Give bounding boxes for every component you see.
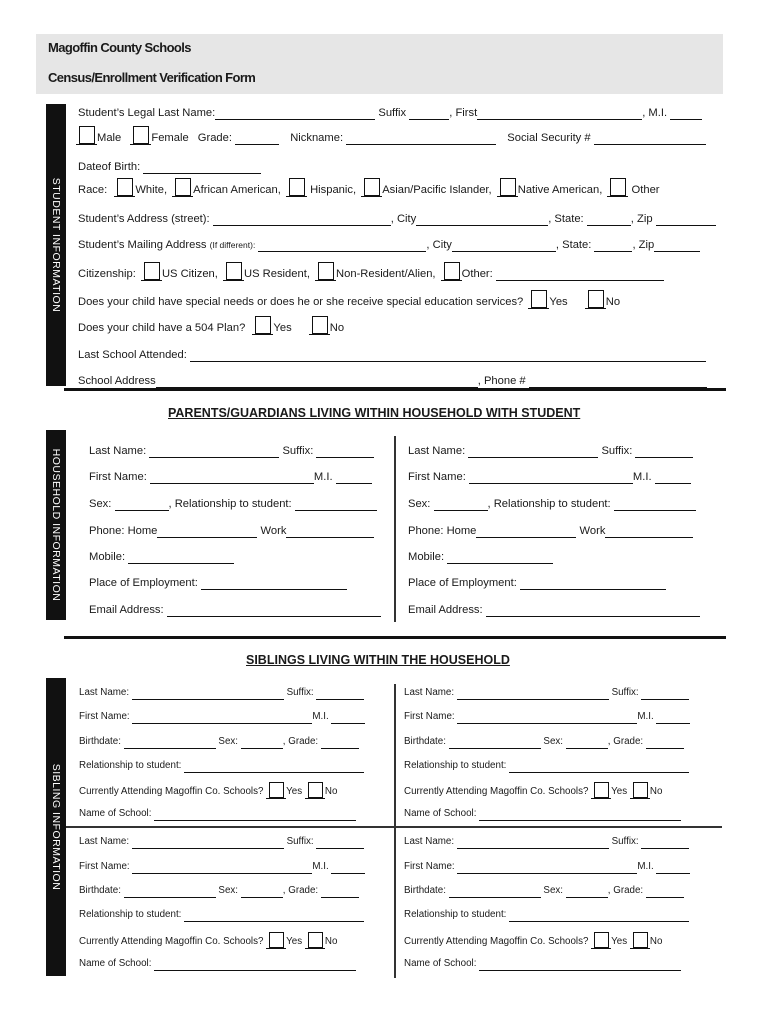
parent1-employment-field[interactable]: [201, 578, 347, 590]
special-needs-yes-checkbox[interactable]: [531, 290, 547, 308]
section-divider: [64, 636, 726, 639]
sibling2-suffix-field[interactable]: [641, 690, 689, 700]
parent1-last-name-row: Last Name: Suffix:: [89, 444, 374, 458]
sibling2-relationship-field[interactable]: [509, 763, 689, 773]
parent2-mobile-row: Mobile:: [408, 550, 553, 564]
parent1-home-phone-field[interactable]: [157, 526, 257, 538]
sibling1-sex-field[interactable]: [241, 739, 283, 749]
sibling1-grade-field[interactable]: [321, 739, 359, 749]
parent2-last-name-field[interactable]: [468, 446, 598, 458]
address-row: Student’s Address (street): , City , State: , Zip: [78, 212, 716, 226]
form-header: [36, 34, 723, 94]
state-field[interactable]: [587, 214, 631, 226]
non-resident-checkbox[interactable]: [318, 262, 334, 280]
parent1-sex-field[interactable]: [115, 499, 169, 511]
dob-field[interactable]: [143, 162, 261, 174]
asian-pacific-checkbox[interactable]: [364, 178, 380, 196]
parent1-email-field[interactable]: [167, 605, 381, 617]
mailing-city-field[interactable]: [452, 240, 556, 252]
parent2-mobile-field[interactable]: [447, 552, 553, 564]
sibling4-attending-no-checkbox[interactable]: [633, 932, 648, 948]
mailing-state-field[interactable]: [594, 240, 632, 252]
sibling4-school-name-field[interactable]: [479, 961, 681, 971]
parent2-relationship-field[interactable]: [614, 499, 696, 511]
male-checkbox[interactable]: [79, 126, 95, 144]
district-name: Magoffin County Schools: [48, 40, 191, 55]
last-school-field[interactable]: [190, 350, 706, 362]
special-needs-no-checkbox[interactable]: [588, 290, 604, 308]
sibling1-school-name-field[interactable]: [154, 811, 356, 821]
dob-row: Dateof Birth:: [78, 160, 261, 174]
household-info-sidebar-label: HOUSEHOLD INFORMATION: [50, 448, 62, 602]
parent1-sex-row: Sex: , Relationship to student:: [89, 497, 377, 511]
section-divider: [64, 388, 726, 391]
sibling2-sex-field[interactable]: [566, 739, 608, 749]
sibling1-attending-no-checkbox[interactable]: [308, 782, 323, 798]
parent2-sex-field[interactable]: [434, 499, 488, 511]
sibling-info-sidebar-label: SIBLING INFORMATION: [50, 763, 62, 891]
sibling3-first-name-field[interactable]: [132, 864, 312, 874]
sibling4-sex-field[interactable]: [566, 888, 608, 898]
parent2-phone-row: Phone: Home Work: [408, 524, 693, 538]
white-checkbox[interactable]: [117, 178, 133, 196]
last-school-row: Last School Attended:: [78, 348, 706, 362]
street-address-field[interactable]: [213, 214, 391, 226]
sibling3-attending-no-checkbox[interactable]: [308, 932, 323, 948]
parent2-home-phone-field[interactable]: [476, 526, 576, 538]
special-needs-row: Does your child have special needs or does he or she receive special education services? Yes No: [78, 290, 620, 309]
sibling3-school-name-field[interactable]: [154, 961, 356, 971]
parent1-first-name-row: First Name: M.I.: [89, 470, 372, 484]
sibling3-attending-yes-checkbox[interactable]: [269, 932, 284, 948]
sibling1-first-name-field[interactable]: [132, 714, 312, 724]
mi-field[interactable]: [670, 108, 702, 120]
native-american-checkbox[interactable]: [500, 178, 516, 196]
parent1-last-name-field[interactable]: [149, 446, 279, 458]
zip-field[interactable]: [656, 214, 716, 226]
parent1-suffix-field[interactable]: [316, 446, 374, 458]
grade-field[interactable]: [235, 133, 279, 145]
last-name-field[interactable]: [215, 108, 375, 120]
sibling4-mi-field[interactable]: [656, 864, 690, 874]
parent2-employment-row: Place of Employment:: [408, 576, 666, 590]
sibling1-mi-field[interactable]: [331, 714, 365, 724]
sibling3-sex-field[interactable]: [241, 888, 283, 898]
sibling2-mi-field[interactable]: [656, 714, 690, 724]
parent1-work-phone-field[interactable]: [286, 526, 374, 538]
siblings-section-title: SIBLINGS LIVING WITHIN THE HOUSEHOLD: [246, 653, 510, 667]
other-citizenship-field[interactable]: [496, 269, 664, 281]
sibling1-suffix-field[interactable]: [316, 690, 364, 700]
sibling1-birthdate-field[interactable]: [124, 739, 216, 749]
parent1-mobile-field[interactable]: [128, 552, 234, 564]
sibling4-birthdate-field[interactable]: [449, 888, 541, 898]
sibling2-grade-field[interactable]: [646, 739, 684, 749]
form-title: Census/Enrollment Verification Form: [48, 70, 256, 85]
ssn-field[interactable]: [594, 133, 706, 145]
siblings-row-divider: [66, 826, 722, 828]
parent1-mobile-row: Mobile:: [89, 550, 234, 564]
sibling2-birthdate-field[interactable]: [449, 739, 541, 749]
parent2-email-field[interactable]: [486, 605, 700, 617]
parent2-work-phone-field[interactable]: [605, 526, 693, 538]
parent1-mi-field[interactable]: [336, 472, 372, 484]
sibling1-last-name-field[interactable]: [132, 690, 284, 700]
plan-504-row: Does your child have a 504 Plan? Yes No: [78, 316, 344, 335]
parent2-mi-field[interactable]: [655, 472, 691, 484]
student-gender-row: Male Female Grade: Nickname: Social Security #: [76, 126, 706, 145]
household-info-sidebar: [46, 430, 66, 620]
parent2-first-name-field[interactable]: [469, 472, 633, 484]
school-address-row: School Address , Phone #: [78, 374, 707, 388]
sibling2-last-name-field[interactable]: [457, 690, 609, 700]
sibling3-suffix-field[interactable]: [316, 839, 364, 849]
hispanic-checkbox[interactable]: [289, 178, 305, 196]
suffix-field[interactable]: [409, 108, 449, 120]
sibling4-attending-yes-checkbox[interactable]: [594, 932, 609, 948]
sibling3-relationship-field[interactable]: [184, 912, 364, 922]
sibling3-birthdate-field[interactable]: [124, 888, 216, 898]
student-name-row: Student’s Legal Last Name: Suffix , First , M.I.: [78, 106, 702, 120]
sibling2-attending-no-checkbox[interactable]: [633, 782, 648, 798]
parent2-sex-row: Sex: , Relationship to student:: [408, 497, 696, 511]
sibling4-first-name-field[interactable]: [457, 864, 637, 874]
parent1-employment-row: Place of Employment:: [89, 576, 347, 590]
sibling3-grade-field[interactable]: [321, 888, 359, 898]
parents-column-divider: [394, 436, 396, 622]
sibling4-relationship-field[interactable]: [509, 912, 689, 922]
plan-504-yes-checkbox[interactable]: [255, 316, 271, 334]
siblings-column-divider: [394, 684, 396, 978]
parent1-phone-row: Phone: Home Work: [89, 524, 374, 538]
sibling2-first-name-field[interactable]: [457, 714, 637, 724]
first-name-field[interactable]: [477, 108, 642, 120]
mailing-address-row: Student’s Mailing Address (If different): , City , State: , Zip: [78, 238, 700, 252]
citizenship-row: Citizenship: US Citizen, US Resident, Non-Resident/Alien, Other:: [78, 262, 664, 281]
sibling2-attending-yes-checkbox[interactable]: [594, 782, 609, 798]
other-race-checkbox[interactable]: [610, 178, 626, 196]
parent1-email-row: Email Address:: [89, 603, 381, 617]
other-citizenship-checkbox[interactable]: [444, 262, 460, 280]
sibling1-attending-yes-checkbox[interactable]: [269, 782, 284, 798]
sibling4-grade-field[interactable]: [646, 888, 684, 898]
parent2-last-name-row: Last Name: Suffix:: [408, 444, 693, 458]
sibling4-suffix-field[interactable]: [641, 839, 689, 849]
sibling3-mi-field[interactable]: [331, 864, 365, 874]
city-field[interactable]: [416, 214, 548, 226]
parent1-relationship-field[interactable]: [295, 499, 377, 511]
us-resident-checkbox[interactable]: [226, 262, 242, 280]
parent2-email-row: Email Address:: [408, 603, 700, 617]
race-row: Race: White, African American, Hispanic, Asian/Pacific Islander, Native American, Other: [78, 178, 660, 197]
sibling4-last-name-field[interactable]: [457, 839, 609, 849]
sibling-info-sidebar: [46, 678, 66, 976]
sibling3-last-name-field[interactable]: [132, 839, 284, 849]
mailing-address-field[interactable]: [258, 240, 426, 252]
parent2-employment-field[interactable]: [520, 578, 666, 590]
us-citizen-checkbox[interactable]: [144, 262, 160, 280]
parent2-first-name-row: First Name: M.I.: [408, 470, 691, 484]
school-address-field[interactable]: [156, 376, 478, 388]
sibling1-relationship-field[interactable]: [184, 763, 364, 773]
school-phone-field[interactable]: [529, 376, 707, 388]
student-info-sidebar: [46, 104, 66, 386]
nickname-field[interactable]: [346, 133, 496, 145]
student-info-sidebar-label: STUDENT INFORMATION: [50, 177, 62, 313]
female-checkbox[interactable]: [133, 126, 149, 144]
parents-section-title: PARENTS/GUARDIANS LIVING WITHIN HOUSEHOLD WITH STUDENT: [168, 406, 581, 420]
plan-504-no-checkbox[interactable]: [312, 316, 328, 334]
parent2-suffix-field[interactable]: [635, 446, 693, 458]
african-american-checkbox[interactable]: [175, 178, 191, 196]
sibling2-school-name-field[interactable]: [479, 811, 681, 821]
parent1-first-name-field[interactable]: [150, 472, 314, 484]
mailing-zip-field[interactable]: [654, 240, 700, 252]
